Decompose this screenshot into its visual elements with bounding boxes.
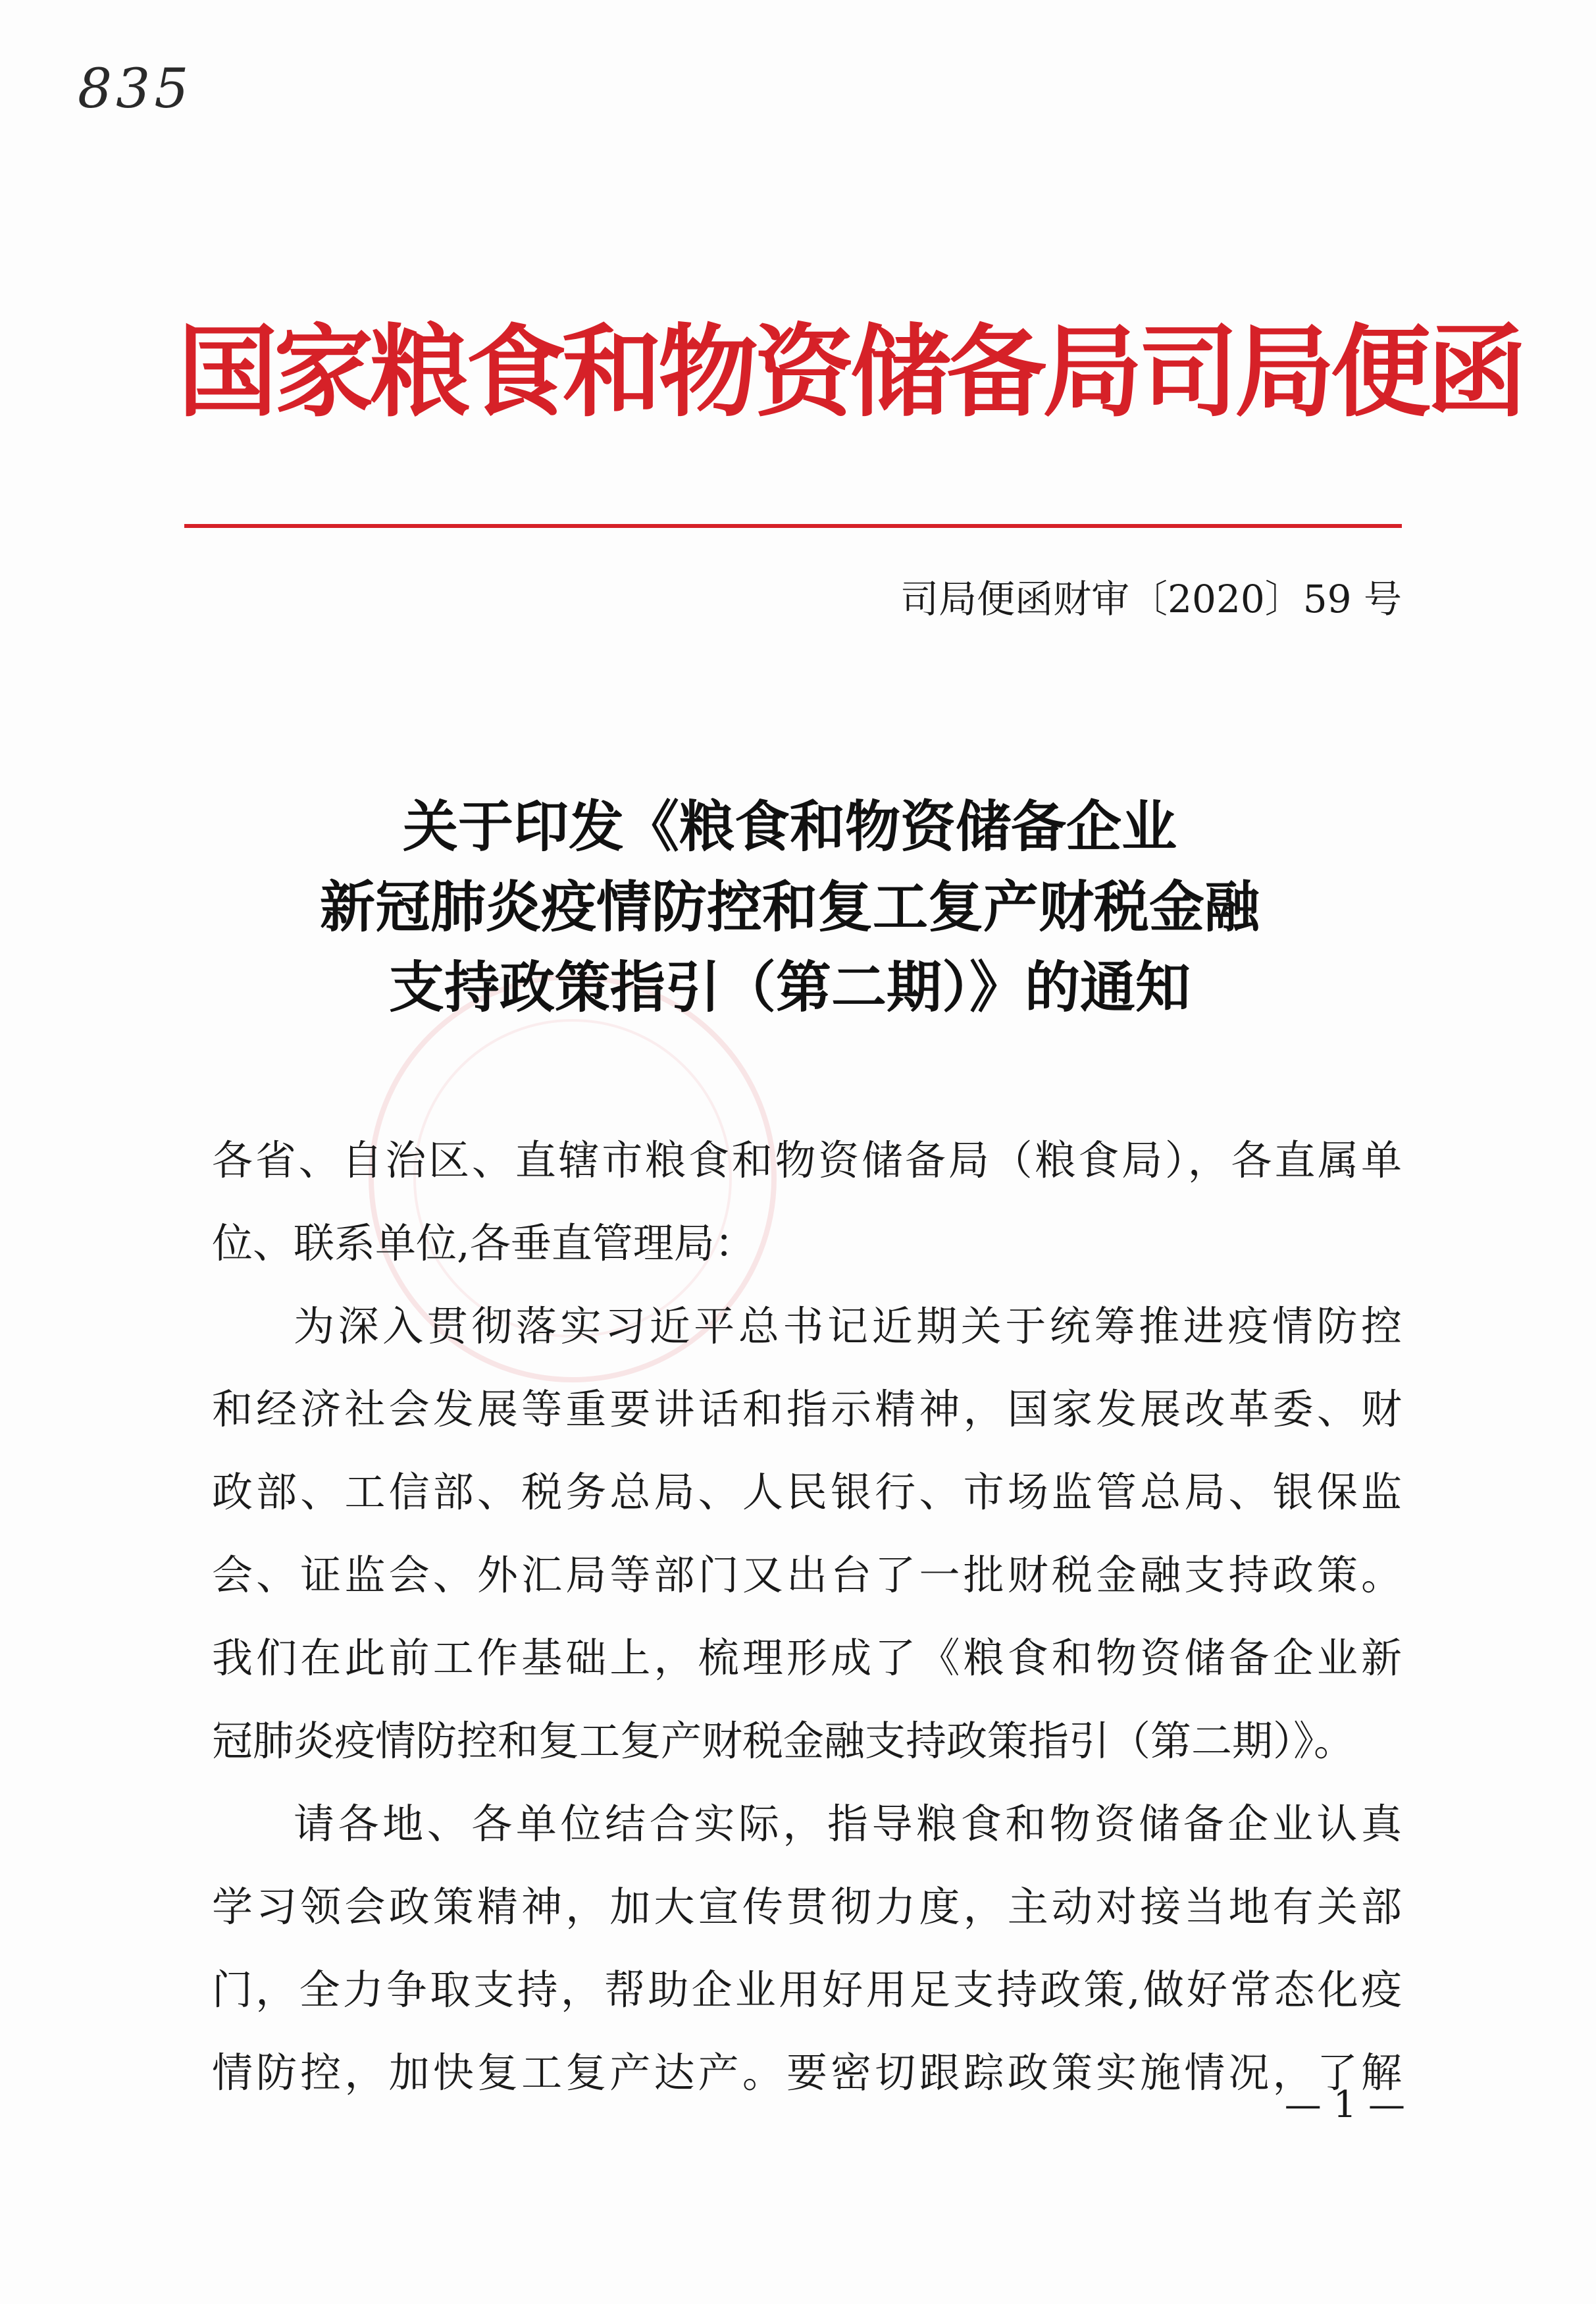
letterhead-title: 国家粮食和物资储备局司局便函 <box>178 313 1523 431</box>
paragraph-line: 学习领会政策精神，加大宣传贯彻力度，主动对接当地有关部 <box>212 1883 1402 1931</box>
paragraph-line: 和经济社会发展等重要讲话和指示精神，国家发展改革委、财 <box>212 1385 1402 1433</box>
paragraph-line: 情防控，加快复工复产达产。要密切跟踪政策实施情况，了解 <box>212 2049 1402 2097</box>
paragraph-line: 我们在此前工作基础上，梳理形成了《粮食和物资储备企业新 <box>212 1634 1402 1682</box>
letterhead-divider <box>184 524 1402 528</box>
body-text <box>212 1119 1402 2114</box>
handwritten-annotation: 835 <box>78 58 193 120</box>
salutation-line: 各省、自治区、直辖市粮食和物资储备局（粮食局），各直属单 <box>212 1136 1402 1184</box>
paragraph-line: 请各地、各单位结合实际，指导粮食和物资储备企业认真 <box>294 1800 1402 1848</box>
title-line: 支持政策指引（第二期）》的通知 <box>388 955 1191 1020</box>
document-number: 司局便函财审〔2020〕59 号 <box>900 577 1402 621</box>
salutation-line: 位、联系单位,各垂直管理局： <box>212 1219 756 1267</box>
notice-title <box>171 787 1408 1028</box>
paragraph-line: 冠肺炎疫情防控和复工复产财税金融支持政策指引（第二期）》。 <box>212 1717 1355 1765</box>
page-number: — 1 — <box>1284 2083 1405 2126</box>
paragraph-line: 政部、工信部、税务总局、人民银行、市场监管总局、银保监 <box>212 1468 1402 1516</box>
paragraph-line: 为深入贯彻落实习近平总书记近期关于统筹推进疫情防控 <box>294 1302 1402 1350</box>
paragraph-line: 会、证监会、外汇局等部门又出台了一批财税金融支持政策。 <box>212 1551 1402 1599</box>
paragraph-line: 门，全力争取支持，帮助企业用好用足支持政策,做好常态化疫 <box>212 1966 1402 2014</box>
title-line: 关于印发《粮食和物资储备企业 <box>402 795 1177 859</box>
title-line: 新冠肺炎疫情防控和复工复产财税金融 <box>319 875 1260 939</box>
